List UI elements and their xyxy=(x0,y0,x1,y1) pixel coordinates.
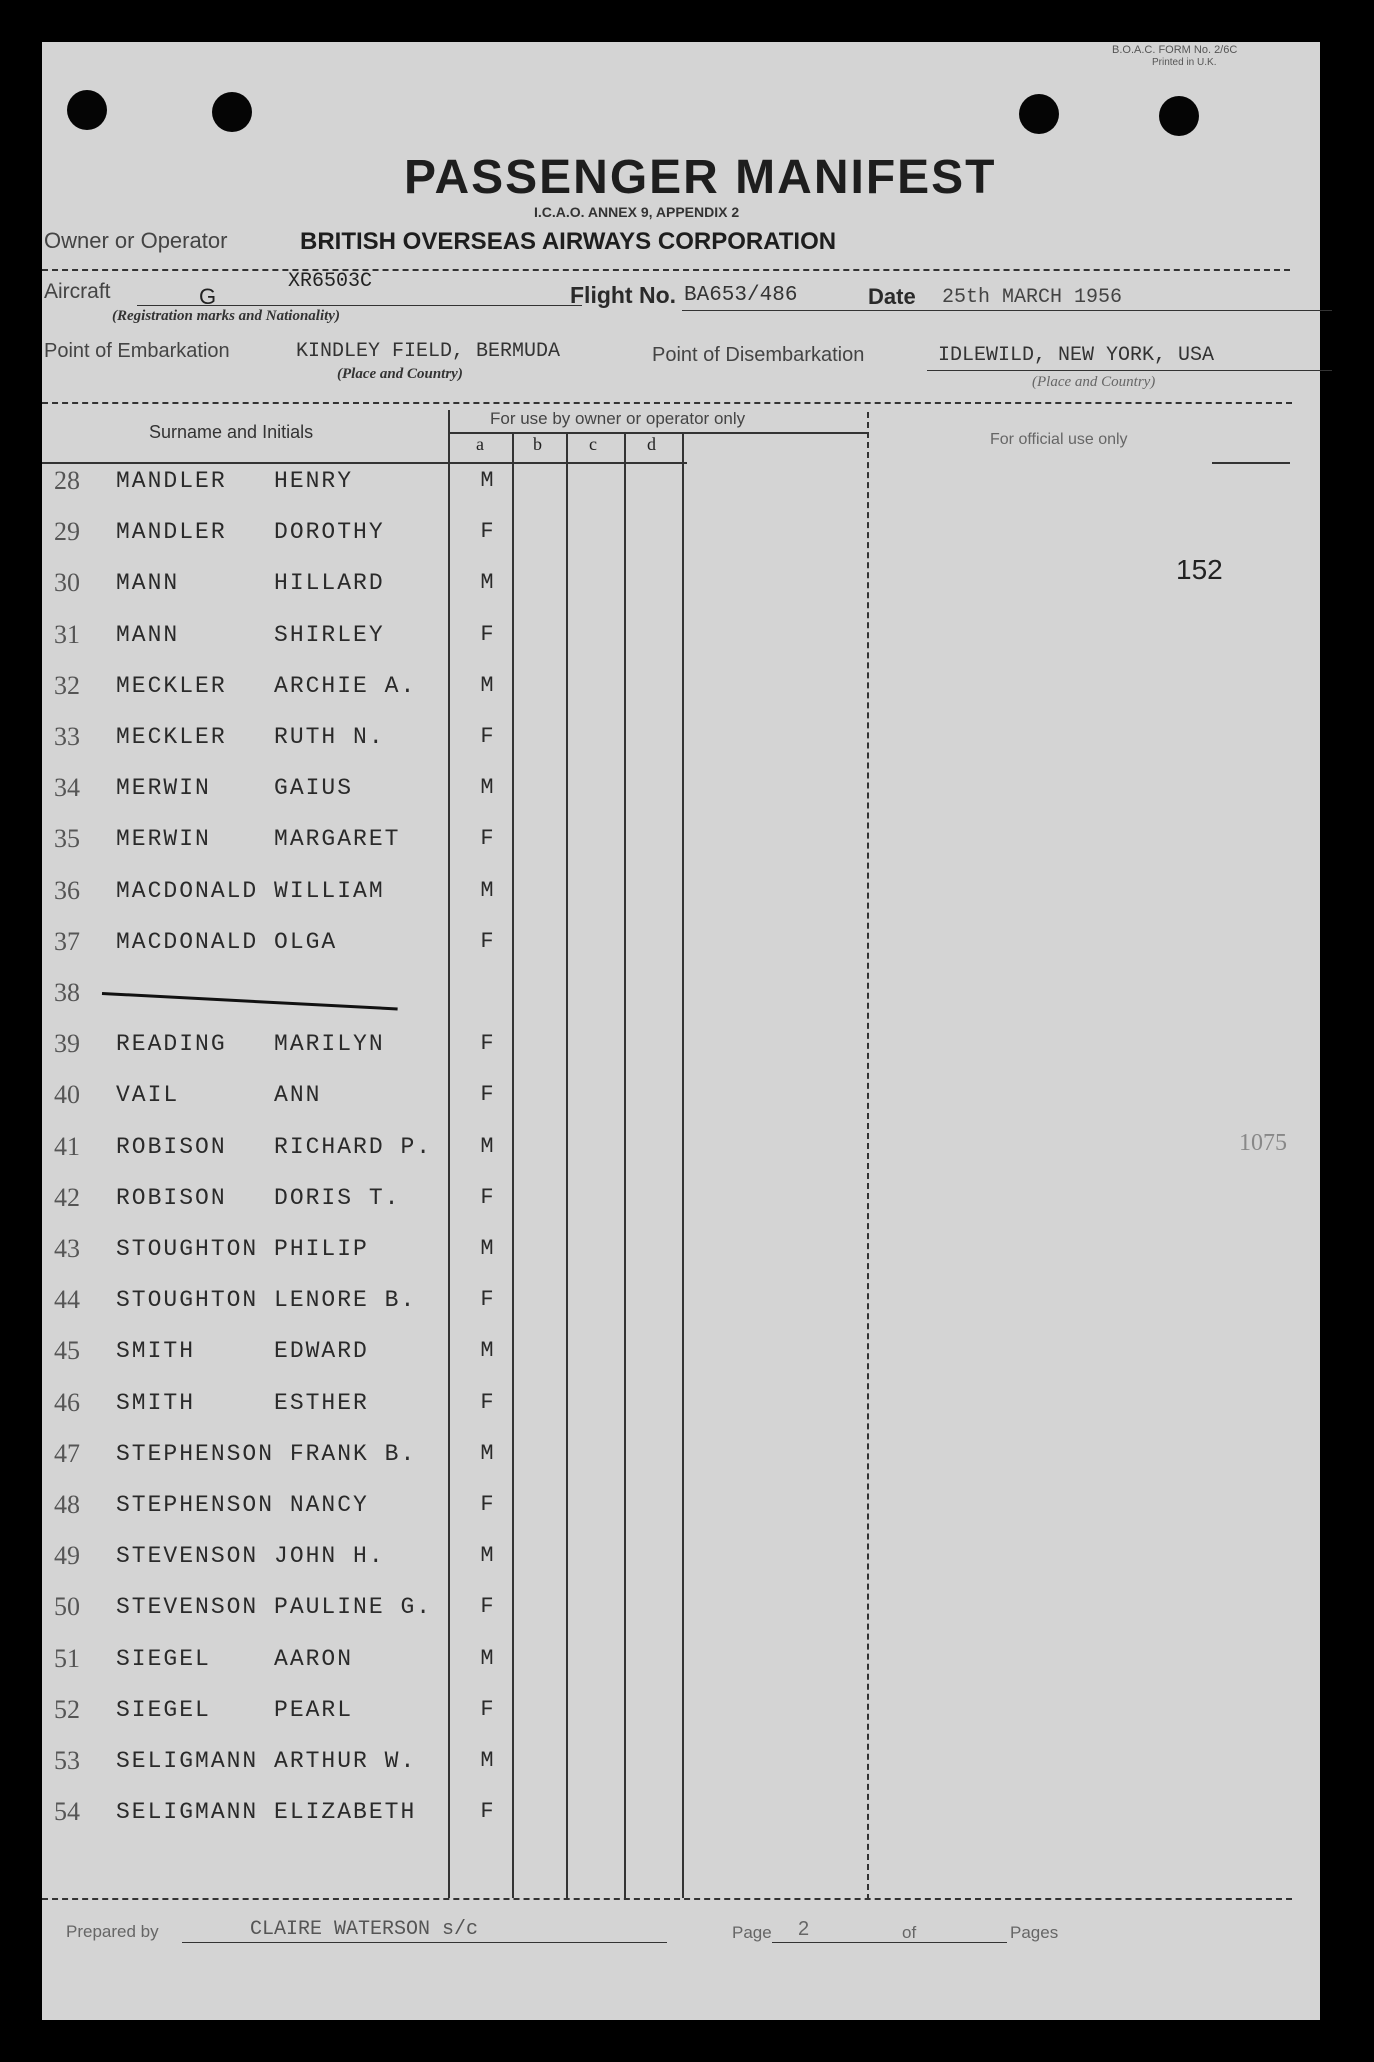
row-number: 40 xyxy=(54,1080,80,1109)
punch-hole xyxy=(1019,94,1059,134)
prepared-underline xyxy=(182,1942,667,1943)
row-number: 32 xyxy=(54,671,80,700)
passenger-sex: M xyxy=(480,570,494,595)
form-code: B.O.A.C. FORM No. 2/6C xyxy=(1112,44,1238,56)
aircraft-label: Aircraft xyxy=(44,280,111,303)
passenger-name: MANDLER HENRY xyxy=(116,468,354,494)
col-divider xyxy=(624,434,626,1898)
form-printed: Printed in U.K. xyxy=(1152,57,1217,68)
row-number: 53 xyxy=(54,1746,80,1775)
passenger-name: MECKLER RUTH N. xyxy=(116,724,385,750)
prepared-label: Prepared by xyxy=(66,1922,159,1941)
passenger-sex: F xyxy=(480,1492,494,1517)
row-number: 37 xyxy=(54,927,80,956)
page-underline xyxy=(772,1942,1007,1943)
punch-hole xyxy=(67,90,107,130)
embark-value: KINDLEY FIELD, BERMUDA xyxy=(296,340,561,363)
of-label: of xyxy=(902,1923,917,1942)
passenger-sex: M xyxy=(480,1338,494,1363)
passenger-sex: M xyxy=(480,1134,494,1159)
passenger-sex: F xyxy=(480,929,494,954)
date-label: Date xyxy=(868,284,916,309)
aircraft-prefix: G xyxy=(199,284,217,309)
row-number: 29 xyxy=(54,517,80,546)
passenger-name: STOUGHTON LENORE B. xyxy=(116,1287,417,1313)
page-value: 2 xyxy=(798,1918,810,1940)
col-d-header: d xyxy=(647,434,656,454)
row-number: 51 xyxy=(54,1644,80,1673)
row-number: 28 xyxy=(54,466,80,495)
date-underline xyxy=(682,310,1332,311)
passenger-sex: M xyxy=(480,1236,494,1261)
row-number: 48 xyxy=(54,1490,80,1519)
manifest-title: PASSENGER MANIFEST xyxy=(404,151,997,204)
passenger-sex: F xyxy=(480,1390,494,1415)
passenger-name: STEPHENSON FRANK B. xyxy=(116,1441,417,1467)
manifest-sheet xyxy=(42,42,1320,2020)
row-number: 47 xyxy=(54,1439,80,1468)
row-number: 39 xyxy=(54,1029,80,1058)
table-top-line xyxy=(42,402,1292,404)
divider xyxy=(42,269,1290,271)
passenger-sex: F xyxy=(480,1697,494,1722)
row-number: 46 xyxy=(54,1388,80,1417)
passenger-name: STEVENSON JOHN H. xyxy=(116,1543,385,1569)
flight-label: Flight No. xyxy=(570,282,677,308)
aircraft-underline xyxy=(137,305,582,306)
passenger-name: SMITH ESTHER xyxy=(116,1390,369,1416)
disembark-value: IDLEWILD, NEW YORK, USA xyxy=(938,344,1215,367)
margin-note-152: 152 xyxy=(1176,554,1223,585)
row-number: 49 xyxy=(54,1541,80,1570)
margin-note-1075: 1075 xyxy=(1239,1130,1287,1156)
passenger-name: MERWIN GAIUS xyxy=(116,775,354,801)
aircraft-value: ХR6503С xyxy=(288,270,373,293)
passenger-name: READING MARILYN xyxy=(116,1031,385,1057)
header-bottom-line xyxy=(42,462,687,464)
row-number: 30 xyxy=(54,568,80,597)
row-number: 50 xyxy=(54,1592,80,1621)
col-divider xyxy=(682,434,684,1898)
passenger-sex: M xyxy=(480,1441,494,1466)
passenger-name: MANN HILLARD xyxy=(116,570,385,596)
passenger-name: ROBISON DORIS T. xyxy=(116,1185,401,1211)
strike-through-line xyxy=(102,992,398,1010)
col-surname-header: Surname and Initials xyxy=(149,422,314,442)
passenger-sex: F xyxy=(480,1799,494,1824)
row-number: 38 xyxy=(54,978,80,1007)
passenger-sex: F xyxy=(480,1594,494,1619)
passenger-sex: F xyxy=(480,724,494,749)
passenger-sex: M xyxy=(480,878,494,903)
row-number: 42 xyxy=(54,1183,80,1212)
passenger-sex: F xyxy=(480,1031,494,1056)
passenger-name: ROBISON RICHARD P. xyxy=(116,1134,433,1160)
row-number: 54 xyxy=(54,1797,80,1826)
passenger-name: SMITH EDWARD xyxy=(116,1338,369,1364)
col-divider xyxy=(448,410,450,1898)
passenger-name: STEPHENSON NANCY xyxy=(116,1492,369,1518)
passenger-name: MECKLER ARCHIE A. xyxy=(116,673,417,699)
embark-label: Point of Embarkation xyxy=(44,340,230,362)
passenger-name: STEVENSON PAULINE G. xyxy=(116,1594,433,1620)
col-c-header: c xyxy=(589,434,597,454)
passenger-sex: M xyxy=(480,673,494,698)
passenger-name: MANN SHIRLEY xyxy=(116,622,385,648)
col-owner-header: For use by owner or operator only xyxy=(490,409,746,428)
passenger-name: MERWIN MARGARET xyxy=(116,826,401,852)
passenger-sex: F xyxy=(480,1185,494,1210)
passenger-sex: M xyxy=(480,1543,494,1568)
passenger-name: STOUGHTON PHILIP xyxy=(116,1236,369,1262)
disembark-note: (Place and Country) xyxy=(1032,374,1156,390)
passenger-name: MACDONALD OLGA xyxy=(116,929,338,955)
flight-value: BA653/486 xyxy=(684,284,798,307)
page-label: Page xyxy=(732,1923,772,1942)
row-number: 31 xyxy=(54,620,80,649)
row-number: 52 xyxy=(54,1695,80,1724)
table-bottom-line xyxy=(42,1898,1292,1900)
pages-label: Pages xyxy=(1010,1923,1059,1942)
passenger-name: MACDONALD WILLIAM xyxy=(116,878,385,904)
row-number: 43 xyxy=(54,1234,80,1263)
passenger-sex: M xyxy=(480,1646,494,1671)
official-header-line xyxy=(1212,462,1290,464)
passenger-sex: M xyxy=(480,1748,494,1773)
disembark-underline xyxy=(927,370,1332,371)
row-number: 36 xyxy=(54,876,80,905)
passenger-sex: M xyxy=(480,775,494,800)
operator-value: BRITISH OVERSEAS AIRWAYS CORPORATION xyxy=(300,228,837,255)
col-b-header: b xyxy=(533,434,542,454)
row-number: 33 xyxy=(54,722,80,751)
passenger-name: SIEGEL PEARL xyxy=(116,1697,354,1723)
passenger-sex: M xyxy=(480,468,494,493)
passenger-name: SELIGMANN ARTHUR W. xyxy=(116,1748,417,1774)
row-number: 41 xyxy=(54,1132,80,1161)
passenger-sex: F xyxy=(480,622,494,647)
punch-hole xyxy=(212,92,252,132)
registration-note: (Registration marks and Nationality) xyxy=(112,308,340,324)
operator-label: Owner or Operator xyxy=(44,228,228,253)
row-number: 44 xyxy=(54,1285,80,1314)
col-divider xyxy=(867,412,869,1900)
passenger-name: SIEGEL AARON xyxy=(116,1646,354,1672)
punch-hole xyxy=(1159,96,1199,136)
passenger-sex: F xyxy=(480,519,494,544)
col-official-header: For official use only xyxy=(990,431,1128,448)
prepared-value: CLAIRE WATERSON s/c xyxy=(250,1918,479,1941)
date-value: 25th MARCH 1956 xyxy=(942,286,1123,309)
passenger-sex: F xyxy=(480,1287,494,1312)
passenger-sex: F xyxy=(480,826,494,851)
manifest-subtitle: I.C.A.O. ANNEX 9, APPENDIX 2 xyxy=(534,204,740,220)
col-divider xyxy=(512,434,514,1898)
row-number: 45 xyxy=(54,1336,80,1365)
passenger-name: MANDLER DOROTHY xyxy=(116,519,385,545)
row-number: 34 xyxy=(54,773,80,802)
passenger-sex: F xyxy=(480,1082,494,1107)
col-a-header: a xyxy=(476,434,484,454)
disembark-label: Point of Disembarkation xyxy=(652,344,865,366)
col-divider xyxy=(566,434,568,1898)
row-number: 35 xyxy=(54,824,80,853)
passenger-name: SELIGMANN ELIZABETH xyxy=(116,1799,417,1825)
embark-note: (Place and Country) xyxy=(337,366,463,382)
passenger-name: VAIL ANN xyxy=(116,1082,322,1108)
